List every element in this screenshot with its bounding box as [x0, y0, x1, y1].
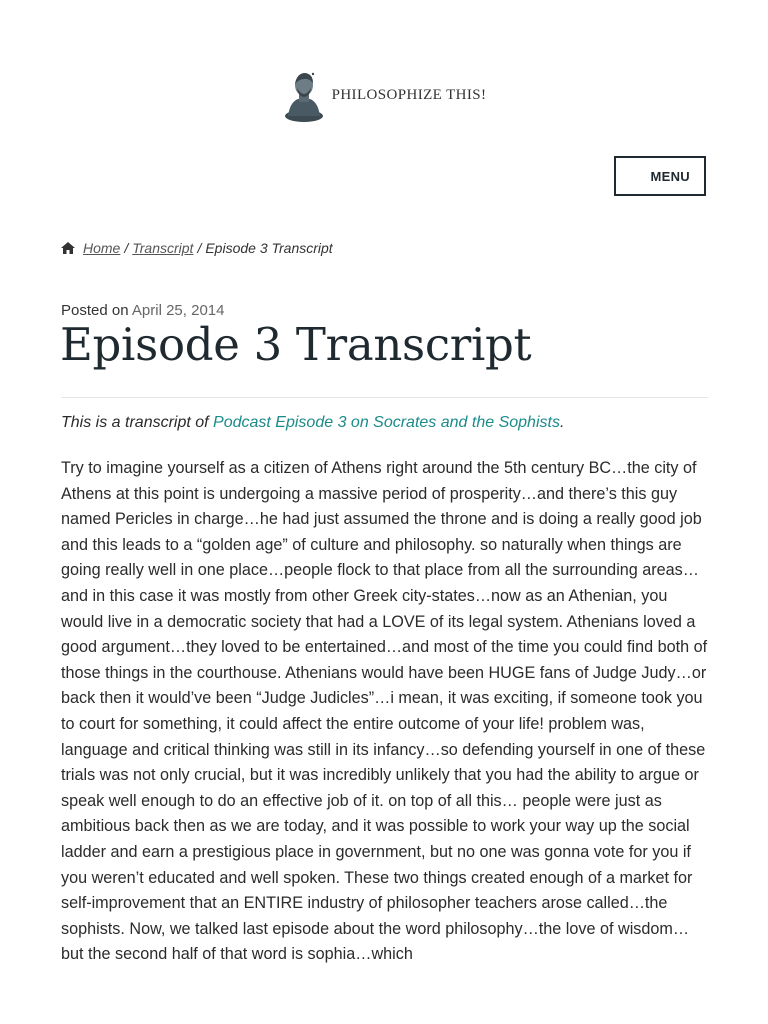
site-logo[interactable]	[0, 70, 768, 122]
transcript-body: Try to imagine yourself as a citizen of Athens right around the 5th century BC…the city of Athens at this point is undergoing a massive period of prosperity…and there’s this guy named Pericles in charge…he had just assumed the throne and is doing a really good job and this leads to a “golden age” of culture and philosophy. so naturally when things are going really well in one place…people flock to that place from all the surrounding areas… and in this case it was mostly from other Greek city-states…now as an Athenian, you would live in a democratic society that had a LOVE of its legal system. Athenians loved a good argument…they loved to be entertained…and most of the time you could find both of those things in the courthouse. Athenians would have been HUGE fans of Judge Judy…or back then it would’ve been “Judge Judicles”…i mean, it was exciting, if someone took you to court for something, it could affect the entire outcome of your life! problem was, language and critical thinking was still in its infancy…so defending yourself in one of these trials was not only crucial, but it was incredibly unlikely that you had the ability to argue or speak well enough to do an effective job of it. on top of all this… people were just as ambitious back then as we are today, and it was possible to work your way up the social ladder and earn a prestigious place in government, but no one was gonna vote for you if you weren’t educated and well spoken. These two things created enough of a market for self-improvement that an ENTIRE industry of philosopher teachers arose called…the sophists. Now, we talked last episode about the word philosophy…the love of wisdom…but the second half of that word is sophia…which	[61, 459, 708, 964]
post-date-link[interactable]: April 25, 2014	[131, 302, 225, 319]
title-divider	[61, 397, 708, 398]
menu-button-label: MENU	[650, 168, 690, 184]
philosopher-bust-icon	[282, 70, 326, 122]
site-name: PHILOSOPHIZE THIS!	[331, 86, 487, 103]
breadcrumb-home-link[interactable]: Home	[83, 240, 121, 256]
intro-suffix: .	[559, 414, 565, 431]
episode-link[interactable]: Podcast Episode 3 on Socrates and the Sophists	[213, 414, 560, 431]
breadcrumb-transcript-link[interactable]: Transcript	[132, 240, 194, 256]
posted-on-label: Posted on	[61, 302, 129, 319]
breadcrumb	[61, 240, 333, 256]
intro-text	[61, 414, 711, 432]
intro-prefix: This is a transcript of	[61, 414, 214, 431]
menu-button[interactable]	[614, 156, 706, 196]
breadcrumb-separator: /	[197, 240, 202, 256]
home-icon	[61, 242, 75, 254]
page-title: Episode 3 Transcript	[60, 318, 532, 371]
breadcrumb-current: Episode 3 Transcript	[205, 240, 333, 256]
breadcrumb-separator: /	[124, 240, 129, 256]
post-meta	[61, 302, 224, 319]
